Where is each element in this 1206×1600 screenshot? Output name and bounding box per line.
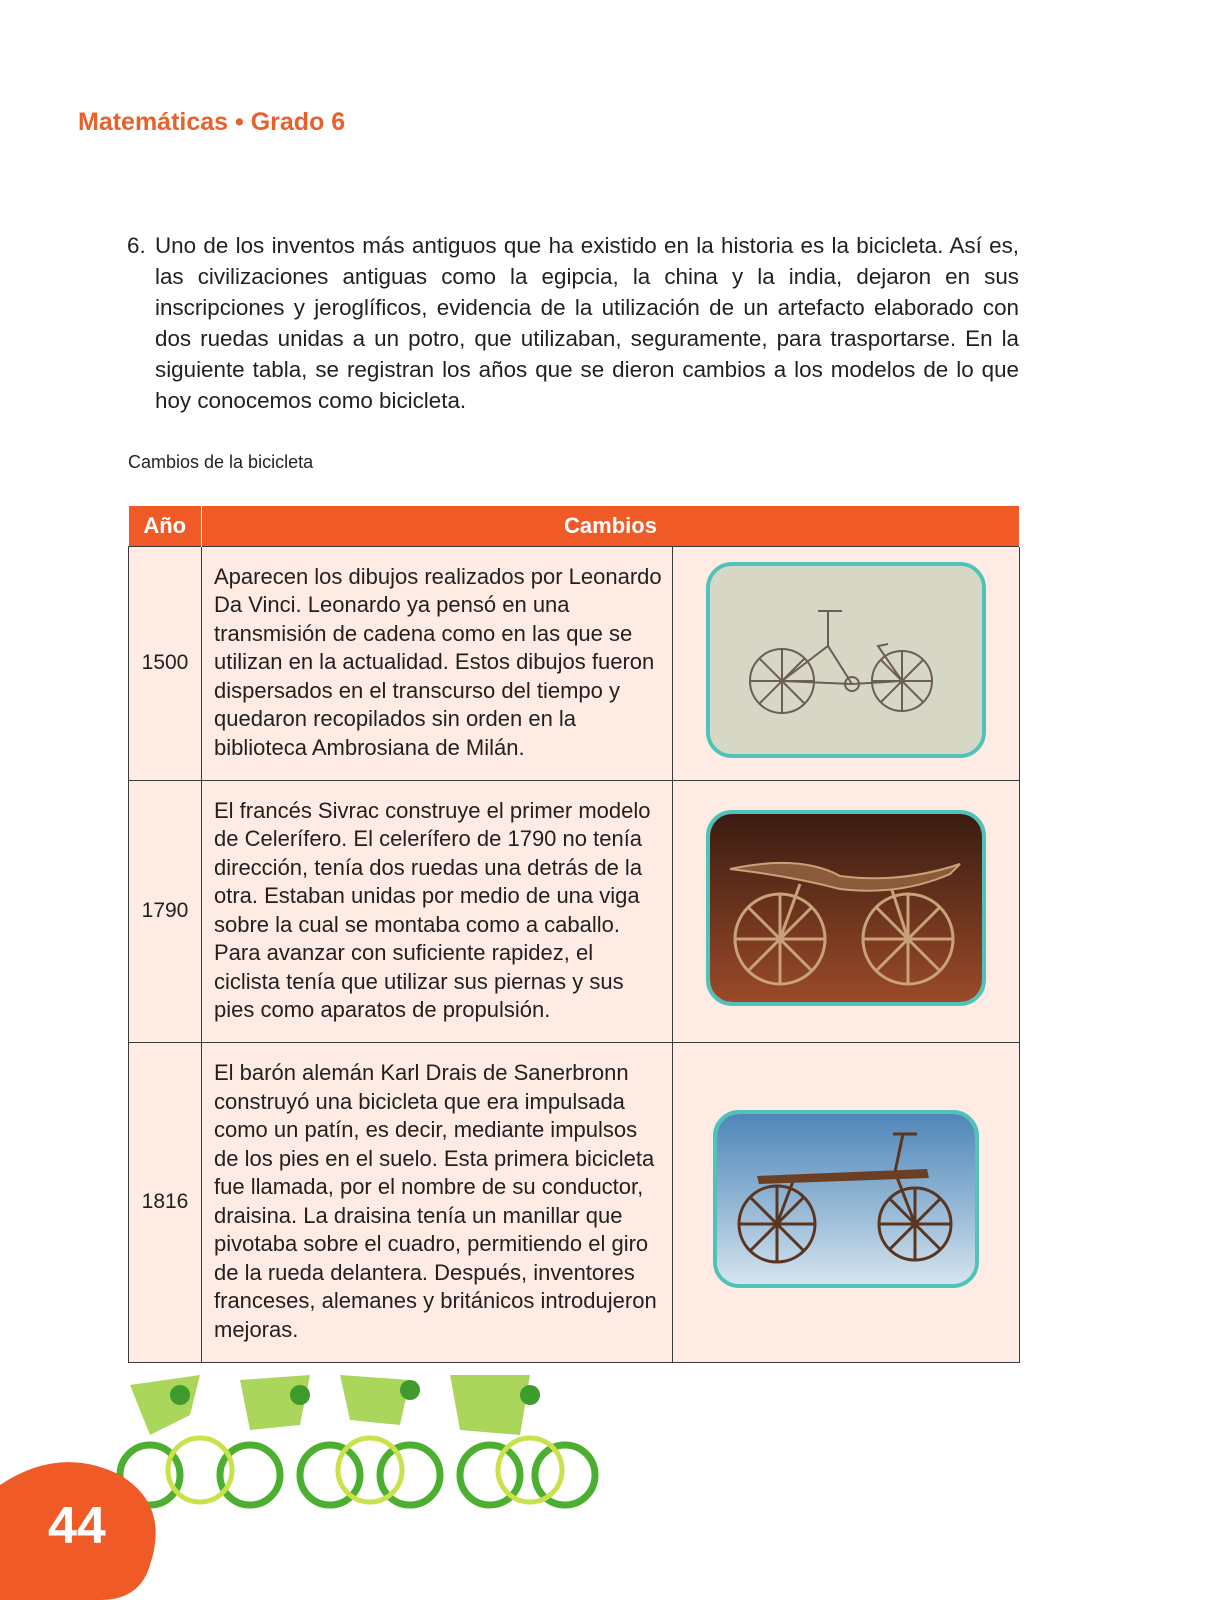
table-row [129,781,1020,1043]
problem-text: Uno de los inventos más antiguos que ha existido en la historia es la bicicleta. Así es, las civilizaciones antiguas como la egipcia, la china y la india, dejaron en sus inscripciones y jeroglíficos, evidencia de la utilización de un artefacto elaborado con dos ruedas unidas a un potro, que utilizaban, seguramente, para trasportarse. En la siguiente tabla, se registran los años que se dieron cambios a los modelos de lo que hoy conocemos como bicicleta. [155,233,1019,413]
table-caption: Cambios de la bicicleta [128,452,314,472]
row-image-cell [673,781,1020,1043]
draisina-image [713,1110,979,1288]
row-year: 1500 [129,547,202,781]
cyclists-decoration [110,1375,610,1515]
problem-number: 6. [127,233,146,258]
row-year: 1816 [129,1043,202,1363]
bicycle-changes-table [128,506,1020,1363]
row-image-cell [673,547,1020,781]
header-year: Año [129,506,202,547]
page-number: 44 [48,1497,106,1555]
row-image-cell [673,1043,1020,1363]
problem-statement [127,230,1019,416]
celerifero-image [706,810,986,1006]
da-vinci-sketch-image [706,562,986,758]
row-description: El francés Sivrac construye el primer modelo de Celerífero. El celerífero de 1790 no tenía dirección, tenía dos ruedas una detrás de la otra. Estaban unidas por medio de una viga sobre la cual se montaba como a caballo. Para avanzar con suficiente rapidez, el ciclista tenía que utilizar sus piernas y sus pies como aparatos de propulsión. [202,781,673,1043]
table-row [129,1043,1020,1363]
header-changes: Cambios [202,506,1020,547]
page-header: Matemáticas • Grado 6 [78,108,346,136]
row-description: Aparecen los dibujos realizados por Leonardo Da Vinci. Leonardo ya pensó en una transmisión de cadena como en las que se utilizan en la actualidad. Estos dibujos fueron dispersados en el transcurso del tiempo y quedaron recopilados sin orden en la biblioteca Ambrosiana de Milán. [202,547,673,781]
row-description: El barón alemán Karl Drais de Sanerbronn construyó una bicicleta que era impulsada como un patín, es decir, mediante impulsos de los pies en el suelo. Esta primera bicicleta fue llamada, por el nombre de su conductor, draisina. La draisina tenía un manillar que pivotaba sobre el cuadro, permitiendo el giro de la rueda delantera. Después, inventores franceses, alemanes y británicos introdujeron mejoras. [202,1043,673,1363]
row-year: 1790 [129,781,202,1043]
table-row [129,547,1020,781]
table-header-row [129,506,1020,547]
